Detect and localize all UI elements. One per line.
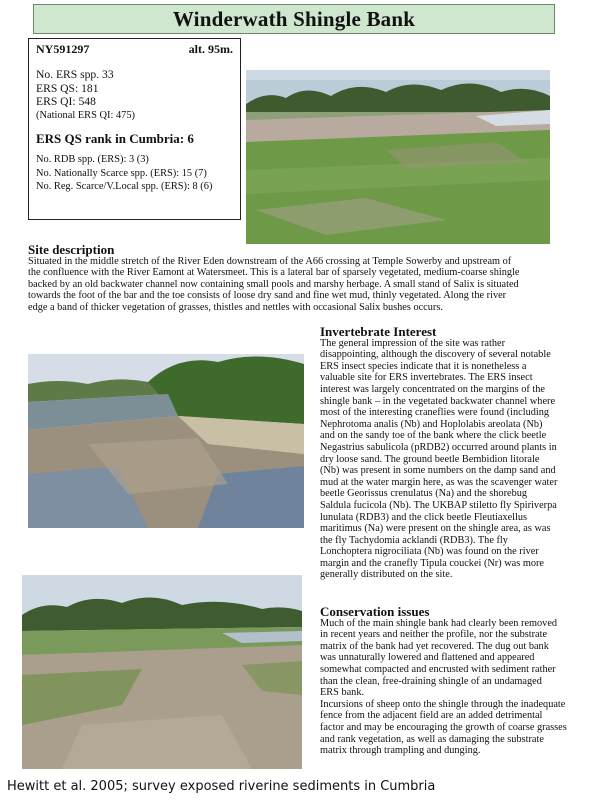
- invertebrate-line: (Nb) was present in some numbers on the damp sand and: [320, 465, 556, 477]
- invertebrate-line: lunulata (RDB3) and the click beetle Fleutiaxellus: [320, 511, 528, 523]
- conservation-line: and rank vegetation, as well as damaging the substrate: [320, 733, 544, 745]
- ers-species-count: No. ERS spp. 33: [36, 68, 114, 82]
- altitude: alt. 95m.: [188, 42, 233, 56]
- invertebrate-heading: Invertebrate Interest: [320, 324, 437, 339]
- invertebrate-line: Saldula fucicola (Nb). The UKBAP stiletto fly Spiriverpa: [320, 499, 557, 511]
- nationally-scarce-count: No. Nationally Scarce spp. (ERS): 15 (7): [36, 167, 207, 179]
- invertebrate-line: beetle Georissus crenulatus (Na) and the shorebug: [320, 488, 528, 500]
- invertebrate-line: Negastrius sabulicola (pRDB2) occurred around plants in: [320, 441, 557, 453]
- conservation-issues-section: [320, 606, 590, 757]
- invertebrate-line: maritimus (Na) were present on the shingle area, as was: [320, 523, 551, 535]
- national-ers-qi: (National ERS QI: 475): [36, 109, 135, 121]
- ers-qs: ERS QS: 181: [36, 81, 99, 95]
- cumbria-rank: ERS QS rank in Cumbria: 6: [36, 131, 194, 147]
- site-description-heading: Site description: [28, 242, 115, 257]
- invertebrate-line: ERS insect species indicate that it is nonetheless a: [320, 360, 527, 372]
- invertebrate-line: the fly Tachydomia acklandi (RDB3). The fly: [320, 534, 508, 546]
- photo-river-shingle-edge: [28, 354, 304, 528]
- conservation-line: was unnaturally lowered and flattened and appeared: [320, 652, 535, 664]
- conservation-line: matrix of the bank had yet recovered. The dug out bank: [320, 640, 549, 652]
- site-description-text: [28, 256, 568, 314]
- conservation-line: than the clean, free-draining shingle of an undamaged: [320, 675, 542, 687]
- site-line: the confluence with the River Eamont at Watersmeet. This is a lateral bar of sparsely vegetated, medium-coarse shingle: [28, 267, 520, 279]
- invertebrate-interest-section: [320, 326, 588, 581]
- conservation-line: Incursions of sheep onto the shingle through the inadequate: [320, 698, 566, 710]
- rdb-count: No. RDB spp. (ERS): 3 (3): [36, 154, 149, 166]
- photo-shingle-bank-grass: [246, 70, 550, 244]
- invertebrate-line: dry loose sand. The ground beetle Bembidion litorale: [320, 453, 540, 465]
- page-title: Winderwath Shingle Bank: [33, 4, 555, 34]
- invertebrate-line: The general impression of the site was rather: [320, 337, 505, 349]
- invertebrate-line: Lonchoptera nigrociliata (Nb) was found on the river: [320, 546, 539, 558]
- conservation-line: fence from the adjacent field are an added detrimental: [320, 710, 543, 722]
- photo-dug-out-shingle: [22, 575, 302, 769]
- site-line: towards the foot of the bar and the toe consists of loose dry sand and fine wet mud, thinly vegetated. Along the river: [28, 290, 507, 302]
- site-description-section: [28, 244, 568, 314]
- site-info-box: [28, 38, 241, 220]
- species-counts: [29, 153, 240, 193]
- grid-ref-row: [29, 39, 240, 56]
- invertebrate-line: interest was largely concentrated on the margins of the: [320, 383, 545, 395]
- conservation-line: ERS bank.: [320, 687, 365, 699]
- site-line: backed by an old backwater channel now containing small pools and marshy herbage. A small stand of Salix is situated: [28, 278, 519, 290]
- invertebrate-line: generally distributed on the site.: [320, 569, 453, 581]
- conservation-text: [320, 618, 590, 757]
- conservation-line: somewhat compacted and encrusted with sediment rather: [320, 663, 556, 675]
- invertebrate-text: [320, 338, 588, 581]
- conservation-line: in recent years and neither the profile, nor the substrate: [320, 629, 548, 641]
- invertebrate-line: mud at the water margin here, as was the scavenger water: [320, 476, 558, 488]
- invertebrate-line: most of the interesting craneflies were found (including: [320, 407, 550, 419]
- conservation-heading: Conservation issues: [320, 604, 430, 619]
- ers-stats: [29, 68, 240, 122]
- figure-caption: Hewitt et al. 2005; survey exposed riverine sediments in Cumbria: [7, 779, 436, 794]
- conservation-line: Much of the main shingle bank had clearly been removed: [320, 617, 558, 629]
- invertebrate-line: valuable site for ERS invertebrates. The ERS insect: [320, 372, 533, 384]
- conservation-line: matrix through trampling and dunging.: [320, 745, 481, 757]
- invertebrate-line: margin and the cranefly Tipula couckei (Nr) was more: [320, 557, 544, 569]
- invertebrate-line: and on the sandy toe of the bank where the click beetle: [320, 430, 547, 442]
- invertebrate-line: disappointing, although the discovery of several notable: [320, 349, 551, 361]
- grid-reference: NY591297: [36, 42, 90, 56]
- conservation-line: factor and may be encouraging the growth of coarse grasses: [320, 721, 567, 733]
- invertebrate-line: Nephrotoma analis (Nb) and Hoplolabis areolata (Nb): [320, 418, 543, 430]
- regionally-scarce-count: No. Reg. Scarce/V.Local spp. (ERS): 8 (6): [36, 181, 213, 193]
- ers-qi: ERS QI: 548: [36, 95, 96, 109]
- site-line: edge a band of thicker vegetation of grasses, thistles and nettles with occasional Salix bushes occurs.: [28, 301, 443, 313]
- invertebrate-line: shingle bank – in the vegetated backwater channel where: [320, 395, 556, 407]
- site-line: Situated in the middle stretch of the River Eden downstream of the A66 crossing at Temple Sowerby and upstream of: [28, 255, 512, 267]
